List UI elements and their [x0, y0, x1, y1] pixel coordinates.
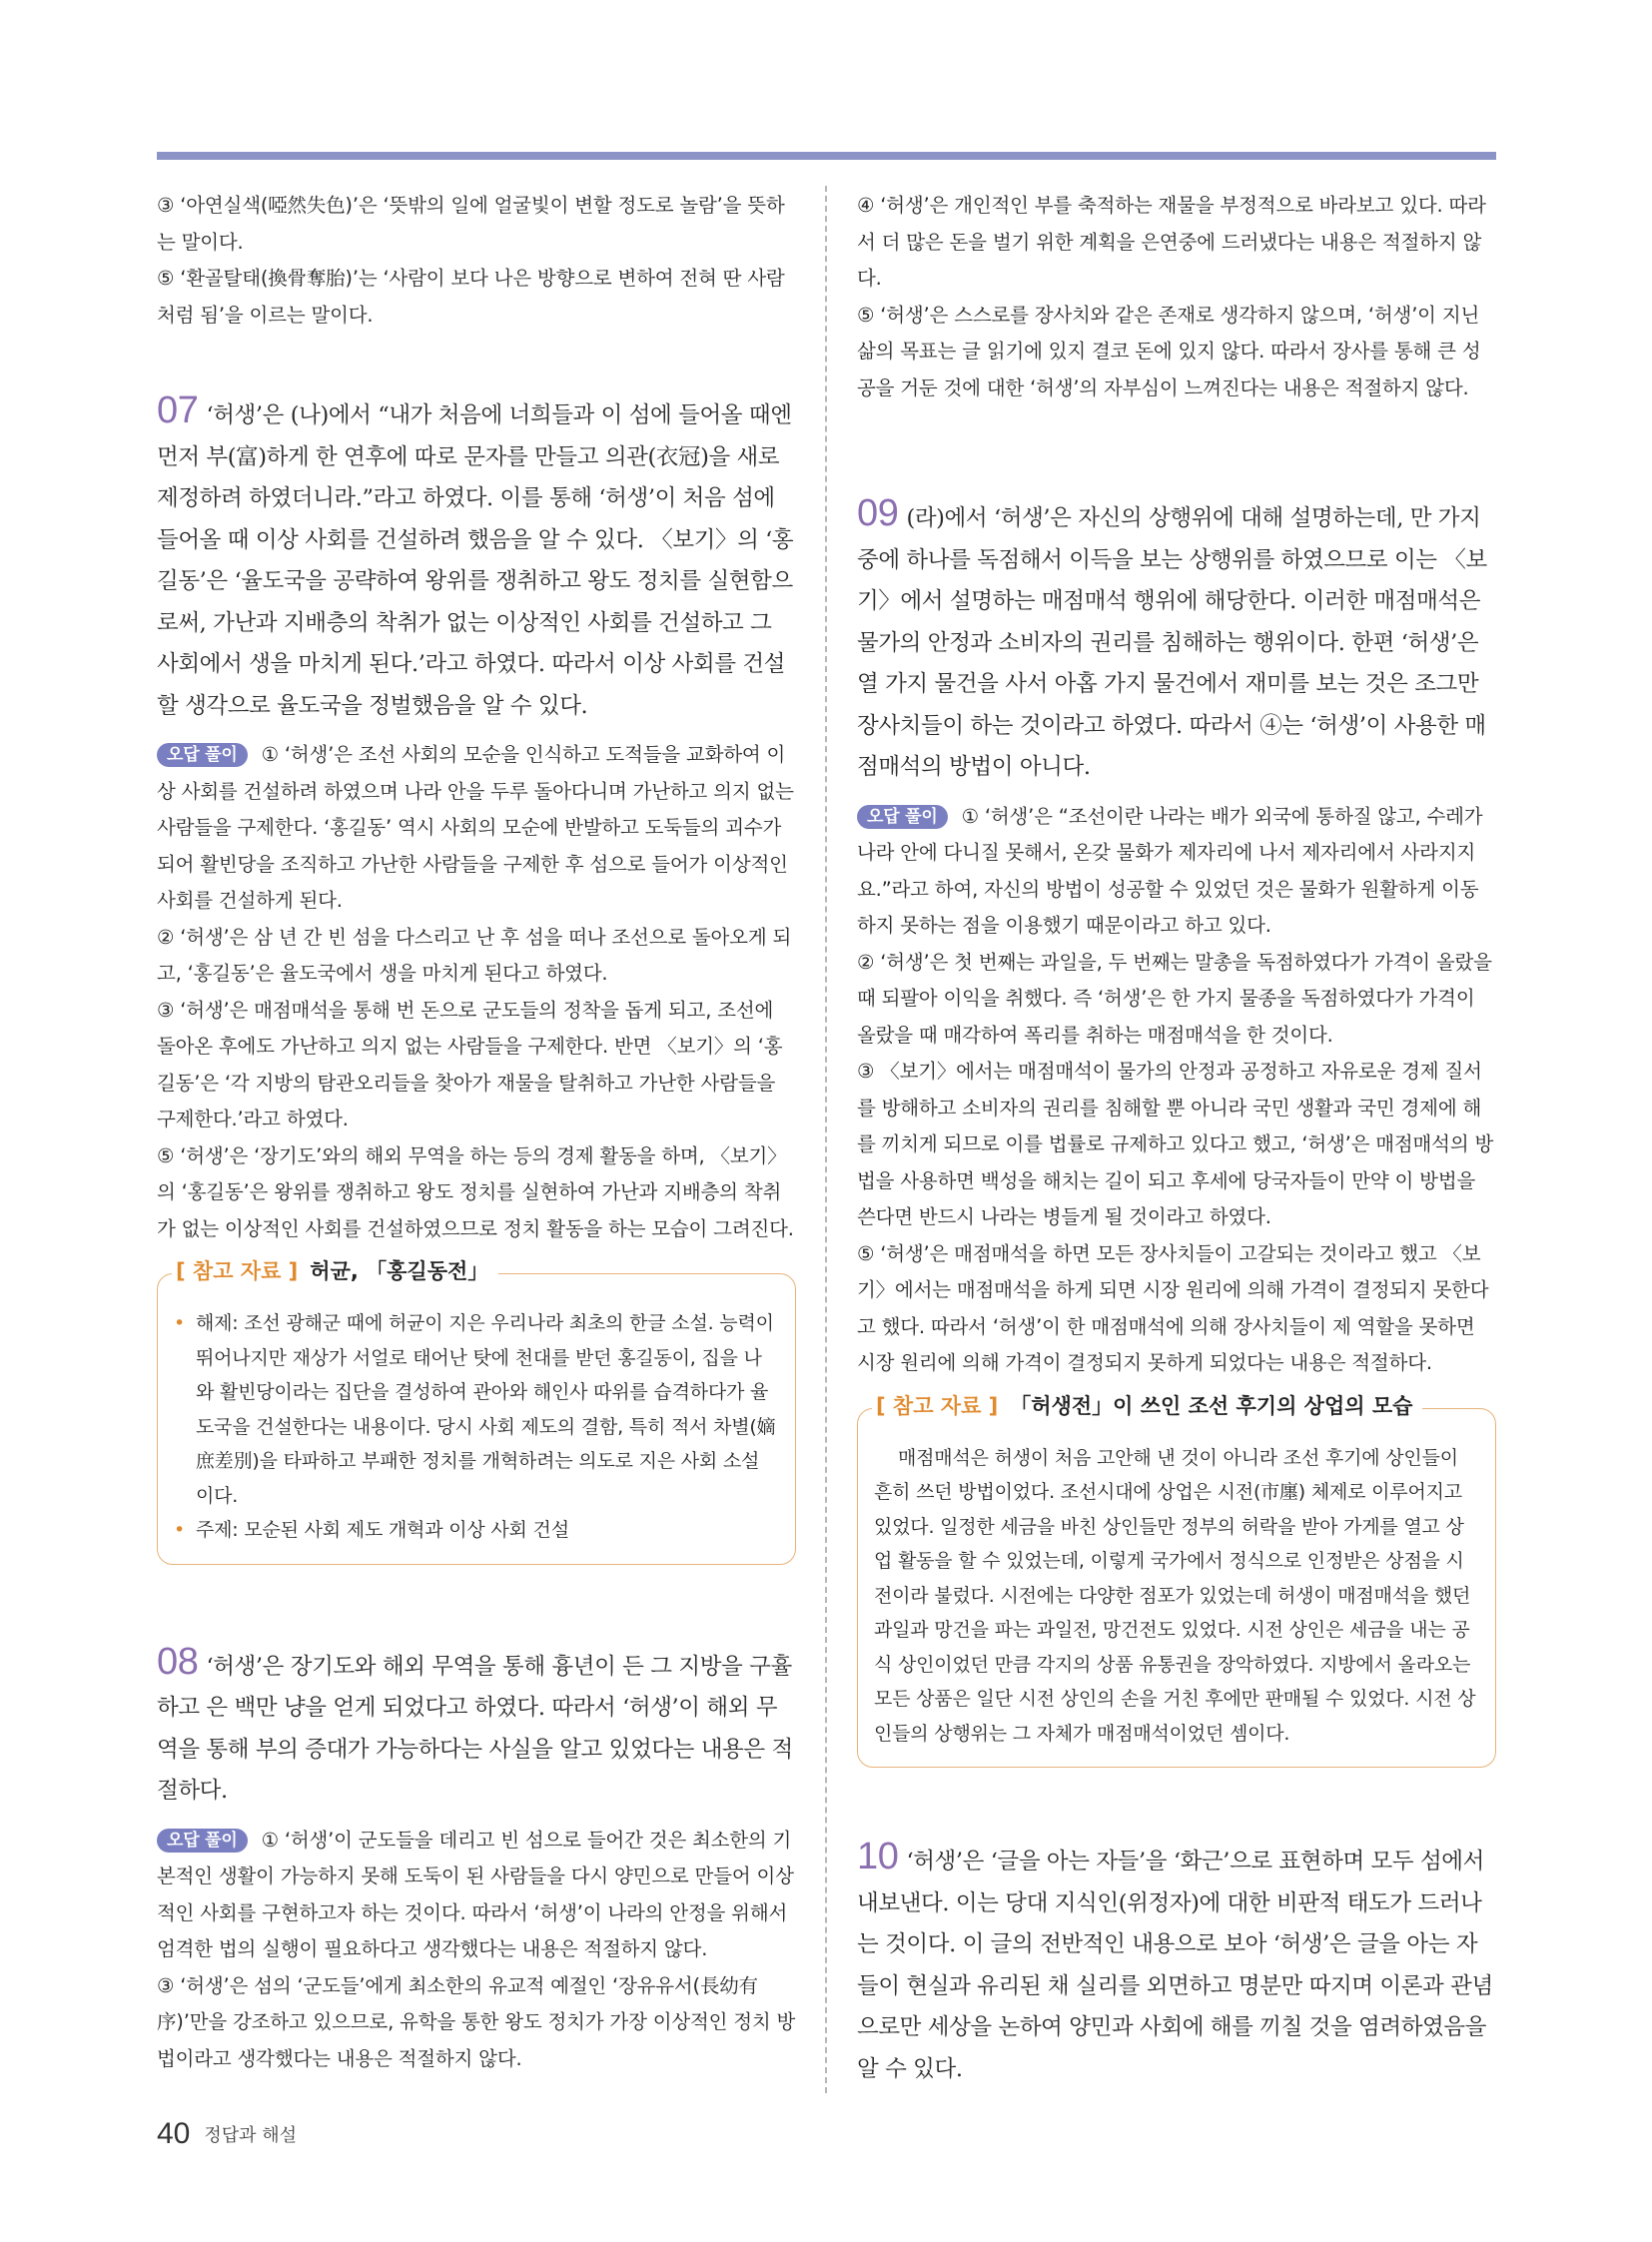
reference-box-title: [ 참고 자료 ] 허균, 「홍길동전」 [172, 1256, 498, 1286]
q09-explain-2: ② ‘허생’은 첫 번째는 과일을, 두 번째는 말총을 독점하였다가 가격이 올랐을 때 되팔아 이익을 취했다. 즉 ‘허생’은 한 가지 물종을 독점하였다가 가격이 올랐을 때 매각하여 폭리를 취하는 매점매석을 한 것이다. [857, 950, 1492, 1047]
reference-box-hong-gildong [157, 1259, 796, 1565]
q09-explain-5: ⑤ ‘허생’은 매점매석을 하면 모든 장사치들이 고갈되는 것이라고 했고 〈보기〉에서는 매점매석을 하게 되면 시장 원리에 의해 가격이 결정되지 못한다고 했다. 따라서 ‘허생’이 한 매점매석에 의해 장사치들이 제 역할을 못하면 시장 원리에 의해 가격이 결정되지 못하게 되었다는 내용은 적절하다. [857, 1241, 1489, 1374]
intro-paragraph: ⑤ ‘허생’은 스스로를 장사치와 같은 존재로 생각하지 않으며, ‘허생’이 지닌 삶의 목표는 글 읽기에 있지 결코 돈에 있지 않다. 따라서 장사를 통해 큰 성공을 거둔 것에 대한 ‘허생’의 자부심이 느껴진다는 내용은 적절하지 않다. [857, 303, 1481, 399]
reference-box-title: [ 참고 자료 ] 「허생전」이 쓰인 조선 후기의 상업의 모습 [872, 1391, 1422, 1421]
page-number: 40 [157, 2117, 191, 2150]
q07-text: ‘허생’은 (나)에서 “내가 처음에 너희들과 이 섬에 들어올 때엔 먼저 부(富)하게 한 연후에 따로 문자를 만들고 의관(衣冠)을 새로 제정하려 하였더니라.”라고 하였다. 이를 통해 ‘허생’이 처음 섬에 들어올 때 이상 사회를 건설하려 했음을 알 수 있다. 〈보기〉의 ‘홍길동’은 ‘율도국을 공략하여 왕위를 쟁취하고 왕도 정치를 실현함으로써, 가난과 지배층의 착취가 없는 이상적인 사회를 건설하고 그 사회에서 생을 마치게 된다.’라고 하였다. 따라서 이상 사회를 건설할 생각으로 율도국을 정벌했음을 알 수 있다. [157, 402, 794, 719]
intro-paragraph: ⑤ ‘환골탈태(換骨奪胎)’는 ‘사람이 보다 나은 방향으로 변하여 전혀 딴 사람처럼 됨’을 이르는 말이다. [157, 267, 785, 327]
header-rule [157, 152, 1496, 160]
q09-text: (라)에서 ‘허생’은 자신의 상행위에 대해 설명하는데, 만 가지 중에 하나를 독점해서 이득을 보는 상행위를 하였으므로 이는 〈보기〉에서 설명하는 매점매석 행위에 해당한다. 이러한 매점매석은 물가의 안정과 소비자의 권리를 침해하는 행위이다. 한편 ‘허생’은 열 가지 물건을 사서 아홉 가지 물건에서 재미를 보는 것은 조그만 장사치들이 하는 것이라고 하였다. 따라서 ④는 ‘허생’이 사용한 매점매석의 방법이 아니다. [857, 505, 1487, 780]
q10-paragraph [857, 1838, 1496, 2090]
reference-item: • 주제: 모순된 사회 제도 개혁과 이상 사회 건설 [174, 1513, 777, 1548]
q08-text: ‘허생’은 장기도와 해외 무역을 통해 흉년이 든 그 지방을 구휼하고 은 백만 냥을 얻게 되었다고 하였다. 따라서 ‘허생’이 해외 무역을 통해 부의 증대가 가능하다는 사실을 알고 있었다는 내용은 적절하다. [157, 1653, 793, 1804]
intro-paragraph: ④ ‘허생’은 개인적인 부를 축적하는 재물을 부정적으로 바라보고 있다. 따라서 더 많은 돈을 벌기 위한 계획을 은연중에 드러냈다는 내용은 적절하지 않다. [857, 194, 1486, 290]
q09-paragraph [857, 494, 1496, 789]
q07-paragraph [157, 391, 796, 727]
reference-box-commerce [857, 1393, 1496, 1769]
q09-explain-1: 오답 풀이 ① ‘허생’은 “조선이란 나라는 배가 외국에 통하질 않고, 수레가 나라 안에 다니질 못해서, 온갖 물화가 제자리에 나서 제자리에서 사라지지요.”라고 하여, 자신의 방법이 성공할 수 있었던 것은 물화가 원활하게 이동하지 못하는 점을 이용했기 때문이라고 하고 있다. [857, 804, 1483, 937]
q08-explain-3: ③ ‘허생’은 섬의 ‘군도들’에게 최소한의 유교적 예절인 ‘장유유서(長幼有序)’만을 강조하고 있으므로, 유학을 통한 왕도 정치가 가장 이상적인 정치 방법이라고 생각했다는 내용은 적절하지 않다. [157, 1973, 796, 2070]
wrong-answer-badge: 오답 풀이 [857, 805, 948, 829]
q10-number: 10 [857, 1836, 899, 1877]
wrong-answer-badge: 오답 풀이 [157, 1829, 248, 1853]
q07-explain-1: 오답 풀이 ① ‘허생’은 조선 사회의 모순을 인식하고 도적들을 교화하여 이상 사회를 건설하려 하였으며 나라 안을 두루 돌아다니며 가난하고 의지 없는 사람들을 구제한다. ‘홍길동’ 역시 사회의 모순에 반발하고 도둑들의 괴수가 되어 활빈당을 조직하고 가난한 사람들을 구제한 후 섬으로 들어가 이상적인 사회를 건설하게 된다. [157, 743, 794, 912]
bullet-icon: • [174, 1312, 186, 1334]
q07-explain-3: ③ ‘허생’은 매점매석을 통해 번 돈으로 군도들의 정착을 돕게 되고, 조선에 돌아온 후에도 가난하고 의지 없는 사람들을 구제한다. 반면 〈보기〉의 ‘홍길동’은 ‘각 지방의 탐관오리들을 찾아가 재물을 탈취하고 가난한 사람들을 구제한다.’라고 하였다. [157, 998, 783, 1130]
column-divider [825, 186, 827, 2093]
q09-explain-3: ③ 〈보기〉에서는 매점매석이 물가의 안정과 공정하고 자유로운 경제 질서를 방해하고 소비자의 권리를 침해할 뿐 아니라 국민 생활과 국민 경제에 해를 끼치게 되므로 이를 법률로 규제하고 있다고 했고, ‘허생’은 매점매석의 방법을 사용하면 백성을 해치는 길이 되고 후세에 당국자들이 만약 이 방법을 쓴다면 반드시 나라는 병들게 될 것이라고 하였다. [857, 1060, 1494, 1228]
q10-text: ‘허생’은 ‘글을 아는 자들’을 ‘화근’으로 표현하며 모두 섬에서 내보낸다. 이는 당대 지식인(위정자)에 대한 비판적 태도가 드러나는 것이다. 이 글의 전반적인 내용으로 보아 ‘허생’은 글을 아는 자들이 현실과 유리된 채 실리를 외면하고 명분만 따지며 이론과 관념으로만 세상을 논하여 양민과 사회에 해를 끼칠 것을 염려하였음을 알 수 있다. [857, 1849, 1493, 2082]
q09-number: 09 [857, 492, 899, 534]
right-column [857, 188, 1496, 2090]
wrong-answer-badge: 오답 풀이 [157, 743, 248, 767]
q08-number: 08 [157, 1640, 199, 1683]
q07-explain-2: ② ‘허생’은 삼 년 간 빈 섬을 다스리고 난 후 섬을 떠나 조선으로 돌아오게 되고, ‘홍길동’은 율도국에서 생을 마치게 된다고 하였다. [157, 925, 792, 985]
bullet-icon: • [174, 1519, 186, 1541]
page-footer [157, 2117, 297, 2151]
page-label: 정답과 해설 [204, 2125, 298, 2146]
left-column [157, 188, 796, 2077]
q08-explain-1: 오답 풀이 ① ‘허생’이 군도들을 데리고 빈 섬으로 들어간 것은 최소한의 기본적인 생활이 가능하지 못해 도둑이 된 사람들을 다시 양민으로 만들어 이상적인 사회를 구현하고자 하는 것이다. 따라서 ‘허생’이 나라의 안정을 위해서 엄격한 법의 실행이 필요하다고 생각했다는 내용은 적절하지 않다. [157, 1828, 794, 1960]
reference-tag: [ 참고 자료 ] [176, 1259, 299, 1283]
q07-explain-5: ⑤ ‘허생’은 ‘장기도’와의 해외 무역을 하는 등의 경제 활동을 하며, 〈보기〉의 ‘홍길동’은 왕위를 쟁취하고 왕도 정치를 실현하여 가난과 지배층의 착취가 없는 이상적인 사회를 건설하였으므로 정치 활동을 하는 모습이 그려진다. [157, 1143, 794, 1240]
reference-body: 매점매석은 허생이 처음 고안해 낸 것이 아니라 조선 후기에 상인들이 흔히 쓰던 방법이었다. 조선시대에 상업은 시전(市廛) 체제로 이루어지고 있었다. 일정한 세금을 바친 상인들만 정부의 허락을 받아 가게를 열고 상업 활동을 할 수 있었는데, 이렇게 국가에서 정식으로 인정받은 상점을 시전이라 불렀다. 시전에는 다양한 점포가 있었는데 허생이 매점매석을 했던 과일과 망건을 파는 과일전, 망건전도 있었다. 시전 상인은 세금을 내는 공식 상인이었던 만큼 각지의 상품 유통권을 장악하였다. 지방에서 올라오는 모든 상품은 일단 시전 상인의 손을 거친 후에만 판매될 수 있었다. 시전 상인들의 상행위는 그 자체가 매점매석이었던 셈이다. [874, 1446, 1476, 1745]
q08-paragraph [157, 1640, 796, 1813]
q07-number: 07 [157, 389, 199, 431]
intro-paragraph: ③ ‘아연실색(啞然失色)’은 ‘뜻밖의 일에 얼굴빛이 변할 정도로 놀람’을 뜻하는 말이다. [157, 194, 785, 254]
reference-item: • 해제: 조선 광해군 때에 허균이 지은 우리나라 최초의 한글 소설. 능력이 뛰어나지만 재상가 서얼로 태어난 탓에 천대를 받던 홍길동이, 집을 나와 활빈당이라는 집단을 결성하여 관아와 해인사 따위를 습격하다가 율도국을 건설한다는 내용이다. 당시 사회 제도의 결함, 특히 적서 차별(嫡庶差別)을 타파하고 부패한 정치를 개혁하려는 의도로 지은 사회 소설이다. [174, 1306, 777, 1513]
reference-tag: [ 참고 자료 ] [876, 1393, 999, 1418]
